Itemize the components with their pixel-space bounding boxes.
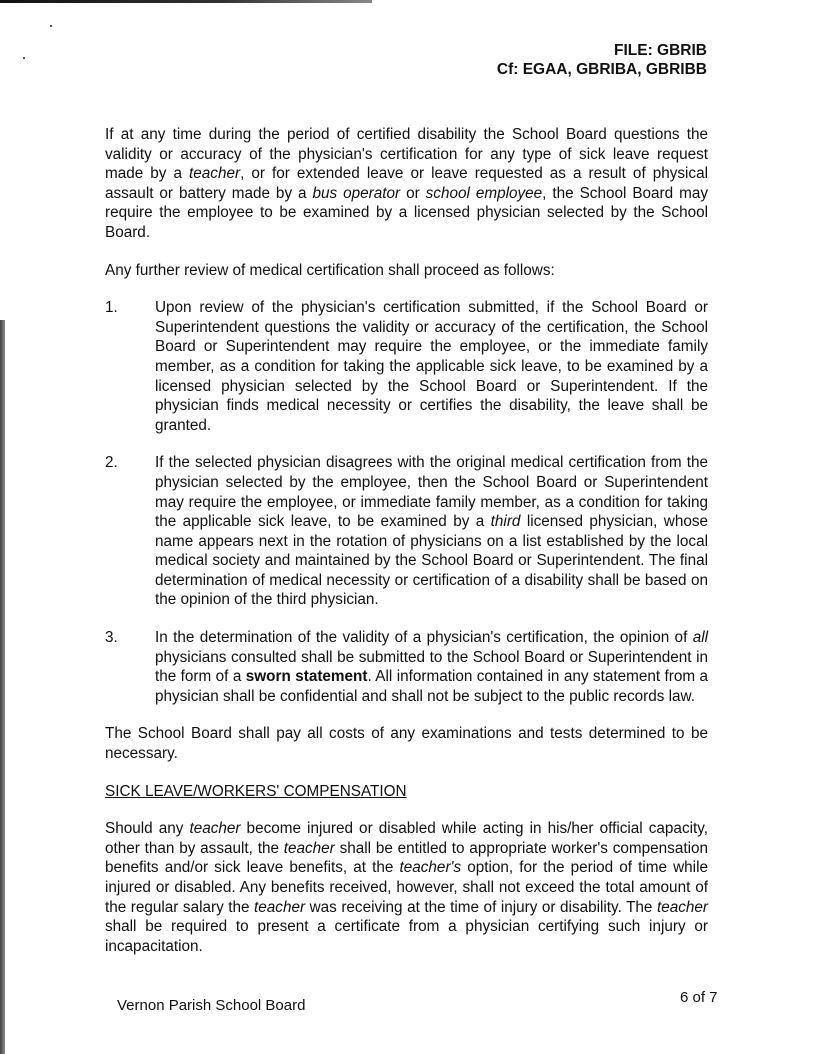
text-run: , or for extended leave or leave requested as a result of physical assault or battery made by a (105, 165, 708, 202)
text-run: physicians consulted shall be submitted to the School Board or Superintendent in the form of a (155, 648, 708, 686)
emphasis: all (692, 629, 708, 647)
list-number: 3. (105, 629, 118, 647)
intro-paragraph (105, 125, 708, 243)
text-run: or (400, 184, 426, 202)
footer-organization: Vernon Parish School Board (117, 997, 306, 1014)
scan-speck (23, 57, 25, 59)
section-paragraph (105, 819, 708, 956)
cross-references: Cf: EGAA, GBRIBA, GBRIBB (496, 61, 707, 78)
emphasis: teacher (189, 820, 241, 838)
list-item (105, 453, 708, 610)
text-run: , the School Board may require the employee to be examined by a licensed physician selected by the School Board. (105, 184, 709, 241)
review-intro: Any further review of medical certification shall proceed as follows: (105, 261, 555, 279)
text-run: option, for the period of time while injured or disabled. Any benefits received, however, shall not exceed the total amount of the regular salary the (105, 859, 708, 916)
emphasis: third (490, 513, 521, 531)
text-run: If at any time during the period of certified disability the School Board questions the validity or accuracy of the physician's certification for any type of sick leave request made by a (105, 126, 708, 183)
emphasis: school employee (425, 184, 543, 202)
list-text (155, 628, 708, 706)
text-run: If the selected physician disagrees with the original medical certification from the physician selected by the employee, then the School Board or Superintendent may require the employee, or immediate family member, as a condition for taking the applicable sick leave, to be examined by a (155, 454, 708, 531)
list-number: 2. (105, 454, 118, 472)
text-run: shall be required to present a certificate from a physician certifying such injury or incapacitation. (105, 918, 708, 955)
file-header (497, 41, 707, 79)
text-run: . All information contained in any statement from a physician shall be confidential and shall not be subject to the public records law. (155, 668, 709, 705)
list-text (155, 453, 708, 610)
costs-paragraph: The School Board shall pay all costs of any examinations and tests determined to be necessary. (105, 725, 708, 763)
emphasis: teacher (283, 839, 335, 857)
emphasis: bus operator (312, 184, 401, 202)
emphasis: teacher (189, 165, 241, 183)
review-steps-list (105, 298, 708, 706)
list-item (105, 628, 708, 706)
scan-edge-top (0, 0, 372, 3)
list-text: Upon review of the physician's certification submitted, if the School Board or Superintendent questions the validity or accuracy of the certification, the School Board or Superintendent may require the employee, or the immediate family member, as a condition for taking the applicable sick leave, to be examined by a licensed physician selected by the School Board or Superintendent. If the physician finds medical necessity or certifies the disability, the leave shall be granted. (155, 299, 708, 434)
scan-speck (50, 25, 52, 27)
text-run: shall be entitled to appropriate worker's compensation benefits and/or sick leave benefits, at the (105, 839, 708, 877)
file-code: FILE: GBRIB (614, 42, 707, 59)
page-number: 6 of 7 (680, 989, 718, 1006)
text-run: licensed physician, whose name appears next in the rotation of physicians on a list established by the local medical society and maintained by the School Board or Superintendent. The final determination of medical necessity or certification of a disability shall be based on the opinion of the third physician. (155, 513, 708, 609)
text-run: In the determination of the validity of a physician's certification, the opinion of (155, 629, 693, 647)
text-run: was receiving at the time of injury or disability. The (305, 898, 657, 916)
emphasis: teacher's (399, 859, 462, 877)
text-run: become injured or disabled while acting in his/her official capacity, other than by assault, the (105, 820, 708, 857)
scan-edge-left (0, 320, 5, 1054)
text-run: Should any (105, 820, 190, 838)
document-body (105, 125, 708, 974)
list-number: 1. (105, 299, 118, 317)
section-heading: SICK LEAVE/WORKERS' COMPENSATION (105, 782, 407, 800)
bold-term: sworn statement (245, 668, 368, 686)
emphasis: teacher (254, 898, 306, 916)
emphasis: teacher (656, 898, 708, 916)
list-item (105, 298, 708, 435)
